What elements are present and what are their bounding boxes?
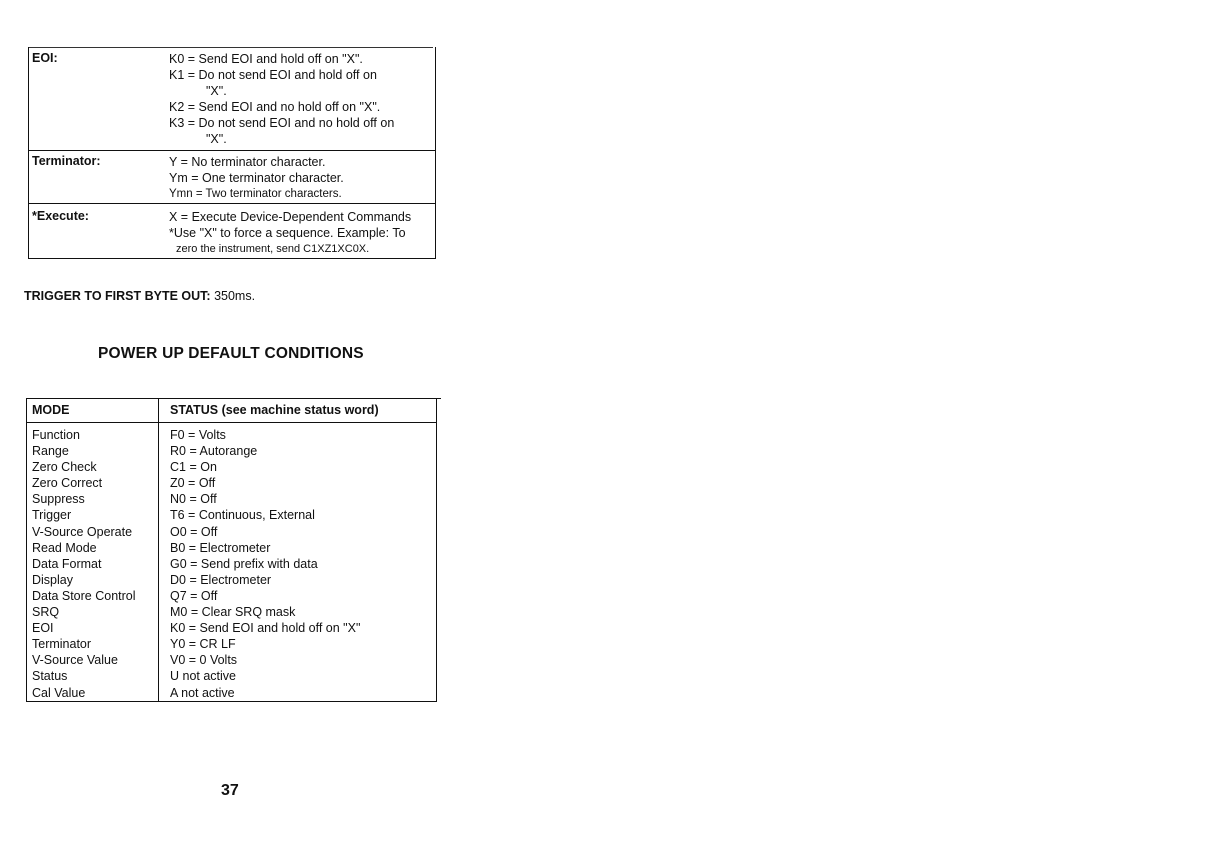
desc-line: K1 = Do not send EOI and hold off on (169, 68, 377, 82)
desc-line: Y = No terminator character. (169, 155, 326, 169)
table-row-mode: Status (32, 669, 68, 684)
mode-column (32, 427, 136, 701)
table-row-status: R0 = Autorange (170, 444, 258, 459)
table-row-status: Z0 = Off (170, 476, 216, 491)
table-row-status: V0 = 0 Volts (170, 653, 238, 668)
table-row-status: T6 = Continuous, External (170, 508, 315, 523)
table-row-mode: EOI (32, 621, 54, 636)
desc-line: K0 = Send EOI and hold off on "X". (169, 52, 363, 66)
header-mode: MODE (32, 403, 70, 417)
desc-line: zero the instrument, send C1XZ1XC0X. (176, 243, 370, 255)
table-row-mode: Suppress (32, 492, 85, 507)
table-row-mode: Range (32, 444, 69, 459)
row-label-eoi: EOI: (32, 51, 58, 65)
table-row-status: A not active (170, 685, 235, 700)
table-row-status: Q7 = Off (170, 588, 218, 603)
table-row-status: D0 = Electrometer (170, 572, 272, 587)
desc-line: Ymn = Two terminator characters. (169, 188, 342, 200)
table-row-status: U not active (170, 669, 237, 684)
desc-line: X = Execute Device-Dependent Commands (169, 210, 412, 224)
status-column (170, 427, 360, 701)
trigger-label: TRIGGER TO FIRST BYTE OUT: (24, 289, 211, 303)
table-row-mode: Zero Correct (32, 476, 103, 491)
row-description-execute (169, 209, 411, 257)
table-row-status: C1 = On (170, 460, 217, 475)
table-row-mode: Cal Value (32, 685, 86, 700)
defaults-table (26, 398, 437, 702)
row-description-eoi (169, 51, 394, 147)
table-row-mode: V-Source Operate (32, 524, 133, 539)
table-row-eoi (29, 47, 435, 150)
table-row-execute (29, 203, 435, 257)
header-status: STATUS (see machine status word) (170, 403, 379, 417)
trigger-value: 350ms. (214, 289, 256, 303)
table-row-status: F0 = Volts (170, 428, 226, 442)
command-table (28, 47, 436, 259)
table-row-terminator (29, 150, 435, 203)
desc-line: "X". (206, 84, 227, 98)
table-row-mode: Trigger (32, 508, 72, 523)
table-row-mode: Read Mode (32, 540, 97, 555)
desc-line: Ym = One terminator character. (169, 171, 344, 185)
table-row-mode: Display (32, 572, 73, 587)
table-row-mode: Function (32, 428, 80, 442)
table-row-mode: Data Format (32, 556, 102, 571)
section-title: POWER UP DEFAULT CONDITIONS (98, 345, 364, 362)
row-label-execute: *Execute: (32, 209, 89, 223)
table-row-status: M0 = Clear SRQ mask (170, 605, 296, 620)
page-number: 37 (221, 782, 239, 799)
table-row-mode: Terminator (32, 637, 92, 652)
column-divider (158, 399, 159, 701)
desc-line: K2 = Send EOI and no hold off on "X". (169, 100, 381, 114)
header-divider (27, 422, 436, 423)
row-label-terminator: Terminator: (32, 154, 101, 168)
desc-line: "X". (206, 132, 227, 146)
table-row-mode: Data Store Control (32, 588, 136, 603)
table-row-status: Y0 = CR LF (170, 637, 236, 652)
desc-line: K3 = Do not send EOI and no hold off on (169, 116, 395, 130)
table-row-status: N0 = Off (170, 492, 217, 507)
table-row-status: K0 = Send EOI and hold off on "X" (170, 621, 361, 636)
header-rule-tail (435, 398, 441, 399)
table-row-mode: SRQ (32, 605, 60, 620)
row-description-terminator (169, 154, 344, 202)
desc-line: *Use "X" to force a sequence. Example: To (169, 226, 406, 240)
table-row-mode: Zero Check (32, 460, 97, 475)
trigger-spec (24, 289, 255, 303)
table-row-mode: V-Source Value (32, 653, 118, 668)
table-row-status: G0 = Send prefix with data (170, 556, 318, 571)
table-row-status: O0 = Off (170, 524, 218, 539)
table-row-status: B0 = Electrometer (170, 540, 271, 555)
